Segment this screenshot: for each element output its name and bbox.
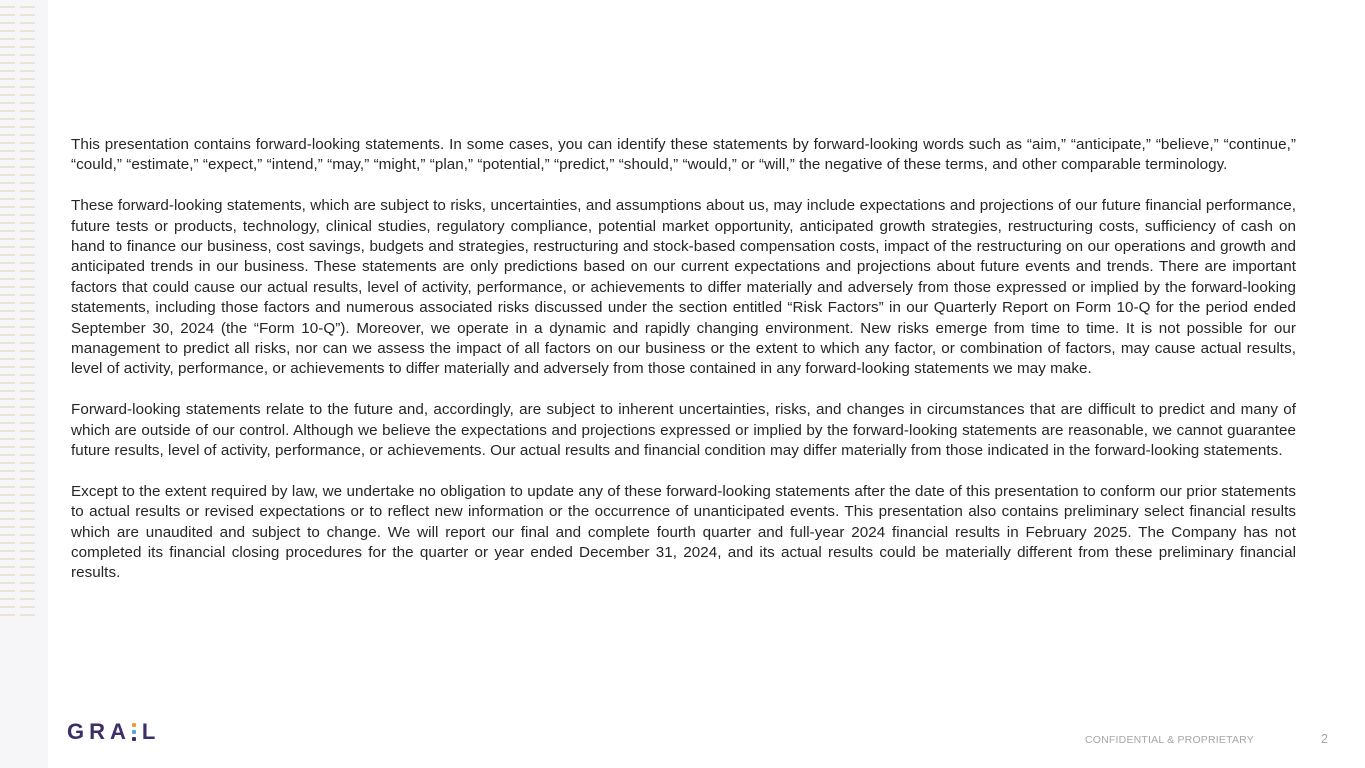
pattern-dash [0,22,15,24]
pattern-dash [0,510,15,512]
pattern-dash [0,214,15,216]
pattern-dash [0,134,15,136]
pattern-dash [20,350,35,352]
pattern-dash [20,62,35,64]
pattern-dash [0,398,15,400]
pattern-dash [20,110,35,112]
pattern-dash [20,414,35,416]
logo-dots-icon [131,723,137,741]
logo-dot-blue [132,730,136,734]
page-number: 2 [1321,732,1328,746]
pattern-dash [20,310,35,312]
pattern-dash [0,422,15,424]
paragraph-forward-looking-intro: This presentation contains forward-looking statements. In some cases, you can identify these statements by forward-looking words such as “aim,” “anticipate,” “believe,” “continue,” “could,” “estimate,” “expect,” “intend,” “may,” “might,” “plan,” “potential,” “predict,” “should,” “would,” or “will,” the negative of these terms, and other comparable terminology. [71,136,1296,174]
pattern-dash [0,334,15,336]
pattern-dash [0,254,15,256]
pattern-dash [0,126,15,128]
pattern-dash [20,446,35,448]
pattern-dash [20,470,35,472]
pattern-dash [20,222,35,224]
pattern-dash [0,470,15,472]
pattern-dash [0,54,15,56]
pattern-dash [0,486,15,488]
disclaimer-text-block [71,135,1296,604]
pattern-dash [0,230,15,232]
pattern-dash [0,238,15,240]
pattern-dash [20,206,35,208]
pattern-dash [20,598,35,600]
dash-pattern [0,0,40,620]
pattern-dash [20,510,35,512]
paragraph-no-obligation: Except to the extent required by law, we undertake no obligation to update any of these forward-looking statements after the date of this presentation to conform our prior statements to actual results or revised expectations or to reflect new information or the occurrence of unanticipated events. This presentation also contains preliminary select financial results which are unaudited and subject to change. We will report our final and complete fourth quarter and full-year 2024 financial results in February 2025. The Company has not completed its financial closing procedures for the quarter or year ended December 31, 2024, and its actual results could be materially different from these preliminary financial results. [71,482,1296,582]
pattern-dash [20,606,35,608]
pattern-dash [0,438,15,440]
pattern-dash [20,6,35,8]
pattern-dash [20,558,35,560]
pattern-dash [0,414,15,416]
pattern-dash [0,62,15,64]
pattern-dash [20,158,35,160]
pattern-dash [0,118,15,120]
pattern-dash [20,614,35,616]
pattern-dash [20,318,35,320]
pattern-dash [0,318,15,320]
pattern-dash [20,230,35,232]
pattern-dash [0,558,15,560]
pattern-dash [0,614,15,616]
pattern-dash [20,214,35,216]
pattern-dash [20,182,35,184]
pattern-dash [20,390,35,392]
pattern-dash [0,574,15,576]
pattern-dash [0,454,15,456]
pattern-dash [0,222,15,224]
pattern-dash [0,190,15,192]
confidential-label: CONFIDENTIAL & PROPRIETARY [1085,734,1254,746]
pattern-dash [20,502,35,504]
pattern-dash [0,374,15,376]
pattern-dash [0,246,15,248]
pattern-dash [0,70,15,72]
pattern-dash [20,590,35,592]
pattern-dash [0,94,15,96]
pattern-dash [20,542,35,544]
pattern-dash [20,342,35,344]
pattern-dash [20,14,35,16]
pattern-dash [20,582,35,584]
pattern-dash [0,326,15,328]
pattern-dash [0,302,15,304]
pattern-dash [0,46,15,48]
paragraph-risks-and-uncertainties: These forward-looking statements, which are subject to risks, uncertainties, and assumptions about us, may include expectations and projections of our future financial performance, future tests or products, technology, clinical studies, regulatory compliance, potential market opportunity, anticipated growth strategies, restructuring costs, sufficiency of cash on hand to finance our business, cost savings, budgets and strategies, restructuring and stock-based compensation costs, impact of the restructuring on our operations and growth and anticipated trends in our business. These statements are only predictions based on our current expectations and projections about future events and trends. There are important factors that could cause our actual results, level of activity, performance, or achievements to differ materially and adversely from those expressed or implied by the forward-looking statements, including those factors and numerous associated risks discussed under the section entitled “Risk Factors” in our Quarterly Report on Form 10-Q for the period ended September 30, 2024 (the “Form 10-Q”). Moreover, we operate in a dynamic and rapidly changing environment. New risks emerge from time to time. It is not possible for our management to predict all risks, nor can we assess the impact of all factors on our business or the extent to which any factor, or combination of factors, may cause actual results, level of activity, performance, or achievements to differ materially and adversely from those contained in any forward-looking statements we may make. [71,197,1296,378]
pattern-dash [0,582,15,584]
pattern-dash [20,238,35,240]
pattern-dash [20,430,35,432]
pattern-dash [20,486,35,488]
pattern-dash [20,38,35,40]
pattern-dash [20,438,35,440]
pattern-dash [20,374,35,376]
pattern-dash [0,270,15,272]
pattern-dash [20,302,35,304]
pattern-dash [20,326,35,328]
pattern-dash [0,206,15,208]
pattern-dash [20,190,35,192]
logo-letter-l: L [141,719,161,744]
pattern-dash [20,366,35,368]
pattern-dash [20,262,35,264]
pattern-dash [0,534,15,536]
pattern-dash [0,382,15,384]
pattern-dash [20,22,35,24]
pattern-dash [20,574,35,576]
pattern-dash [20,334,35,336]
pattern-dash [0,518,15,520]
pattern-dash [20,518,35,520]
pattern-dash [20,494,35,496]
pattern-dash [0,598,15,600]
pattern-dash [0,446,15,448]
pattern-dash [0,494,15,496]
pattern-dash [20,118,35,120]
pattern-dash [20,86,35,88]
pattern-dash [20,278,35,280]
pattern-dash [0,462,15,464]
pattern-dash [0,6,15,8]
pattern-dash [0,366,15,368]
pattern-dash [20,70,35,72]
pattern-dash [20,534,35,536]
pattern-dash [0,102,15,104]
pattern-dash [0,550,15,552]
logo-letter-r: R [89,719,111,744]
pattern-dash [0,342,15,344]
pattern-dash [0,390,15,392]
pattern-dash [20,142,35,144]
pattern-dash [0,526,15,528]
pattern-dash [20,54,35,56]
pattern-dash [20,254,35,256]
pattern-dash [0,294,15,296]
pattern-dash [20,78,35,80]
pattern-dash [20,94,35,96]
pattern-dash [20,422,35,424]
pattern-dash [0,198,15,200]
pattern-dash [20,126,35,128]
logo-dot-purple [132,737,136,741]
pattern-dash [0,86,15,88]
pattern-dash [20,46,35,48]
pattern-dash [0,310,15,312]
pattern-dash [20,294,35,296]
logo-letter-a: A [110,719,131,744]
pattern-dash [0,406,15,408]
pattern-dash [20,526,35,528]
pattern-dash [20,246,35,248]
pattern-dash [0,606,15,608]
pattern-dash [0,78,15,80]
pattern-dash [0,350,15,352]
pattern-dash [20,454,35,456]
pattern-dash [0,38,15,40]
grail-logo [67,718,160,746]
pattern-dash [20,358,35,360]
pattern-dash [0,478,15,480]
pattern-dash [0,286,15,288]
pattern-dash [0,542,15,544]
pattern-dash [0,174,15,176]
pattern-dash [0,358,15,360]
pattern-dash [20,150,35,152]
pattern-dash [20,462,35,464]
pattern-dash [0,158,15,160]
pattern-dash [20,398,35,400]
pattern-dash [20,102,35,104]
pattern-dash [0,30,15,32]
pattern-dash [20,382,35,384]
pattern-dash [20,134,35,136]
pattern-dash [0,142,15,144]
pattern-dash [0,14,15,16]
logo-dot-orange [132,723,136,727]
pattern-dash [0,262,15,264]
pattern-dash [20,166,35,168]
pattern-dash [0,430,15,432]
paragraph-future-uncertainty: Forward-looking statements relate to the future and, accordingly, are subject to inherent uncertainties, risks, and changes in circumstances that are difficult to predict and many of which are outside of our control. Although we believe the expectations and projections expressed or implied by the forward-looking statements are reasonable, we cannot guarantee future results, level of activity, performance, or achievements. Our actual results and financial condition may differ materially from those indicated in the forward-looking statements. [71,401,1296,460]
pattern-dash [0,278,15,280]
pattern-dash [20,566,35,568]
pattern-dash [20,198,35,200]
pattern-dash [20,286,35,288]
pattern-dash [0,502,15,504]
pattern-dash [20,270,35,272]
pattern-dash [20,550,35,552]
pattern-dash [0,166,15,168]
pattern-dash [20,478,35,480]
pattern-dash [20,174,35,176]
pattern-dash [20,406,35,408]
side-decoration-strip [0,0,48,768]
pattern-dash [0,150,15,152]
pattern-dash [20,30,35,32]
logo-letter-g: G [67,719,90,744]
pattern-dash [0,110,15,112]
pattern-dash [0,182,15,184]
pattern-dash [0,566,15,568]
pattern-dash [0,590,15,592]
